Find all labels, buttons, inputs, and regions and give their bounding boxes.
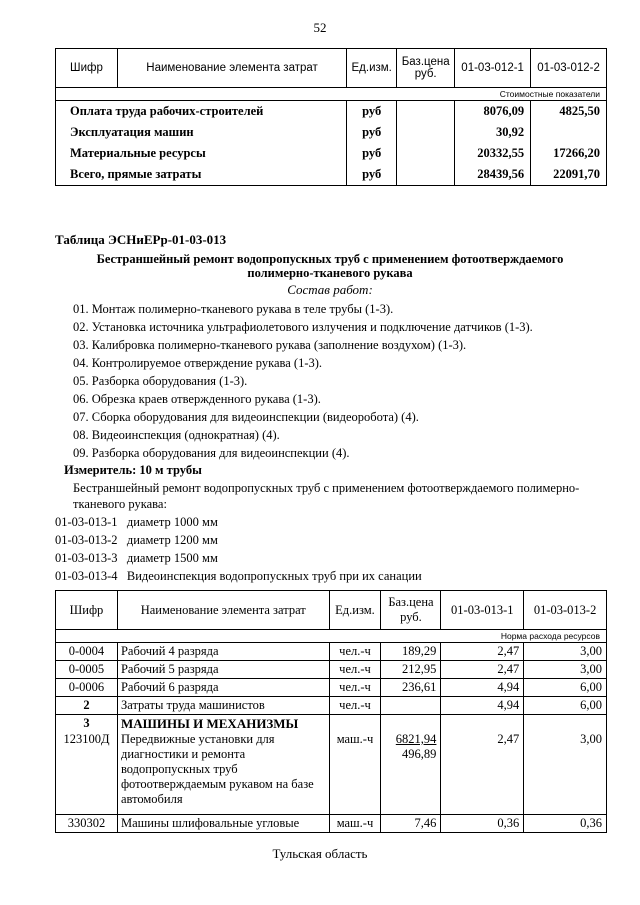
- work-item: 02. Установка источника ультрафиолетового излучения и подключение датчиков (1-3).: [73, 320, 533, 334]
- work-item: 01. Монтаж полимерно-тканевого рукава в теле трубы (1-3).: [73, 302, 394, 316]
- description-line-2: тканевого рукава:: [73, 497, 167, 511]
- header-col1: 01-03-013-1: [441, 591, 524, 630]
- work-item: 03. Калибровка полимерно-тканевого рукава (заполнение воздухом) (1-3).: [73, 338, 467, 352]
- work-item: 09. Разборка оборудования для видеоинспекции (4).: [73, 446, 350, 460]
- table-id: Таблица ЭСНиЕРр-01-03-013: [55, 232, 227, 247]
- title-line-1: Бестраншейный ремонт водопропускных труб с применением фотоотверждаемого: [96, 252, 564, 266]
- footer-region: Тульская область: [272, 846, 368, 861]
- table-row: 123100Д Передвижные установки для диагностики и ремонта водопропускных труб фотоотверждаемым рукавом на базе автомобиля маш.-ч 6821,94 496,89 2,47 3,00: [56, 732, 607, 815]
- table-row-sum: 2 Затраты труда машинистов чел.-ч 4,94 6,00: [56, 697, 607, 715]
- machine-name: Передвижные установки для диагностики и ремонта водопропускных труб фотоотверждаемым рукавом на базе автомобиля: [117, 732, 329, 815]
- page-number: 52: [313, 20, 327, 35]
- header-name: Наименование элемента затрат: [117, 591, 329, 630]
- table-section-row: 3 МАШИНЫ И МЕХАНИЗМЫ: [56, 715, 607, 733]
- table-row: Оплата труда рабочих-строителей руб 8076,09 4825,50: [56, 101, 607, 123]
- measurer: Измеритель: 10 м трубы: [64, 463, 202, 477]
- header-code: Шифр: [56, 49, 118, 88]
- header-code: Шифр: [56, 591, 118, 630]
- resource-table: [55, 590, 607, 833]
- header-col2: 01-03-013-2: [524, 591, 607, 630]
- item-row: 01-03-013-4 Видеоинспекция водопропускных труб при их санации: [55, 569, 422, 583]
- header-price: Баз.цена руб.: [397, 49, 455, 88]
- item-row: 01-03-013-1 диаметр 1000 мм: [55, 515, 218, 529]
- work-item: 06. Обрезка краев отвержденного рукава (1-3).: [73, 392, 321, 406]
- table-header-row: [56, 49, 607, 88]
- work-item: 07. Сборка оборудования для видеоинспекции (видеоробота) (4).: [73, 410, 419, 424]
- header-col1: 01-03-012-1: [455, 49, 531, 88]
- work-item: 08. Видеоинспекция (однократная) (4).: [73, 428, 280, 442]
- description-line-1: Бестраншейный ремонт водопропускных труб с применением фотоотверждаемого полимерно-: [73, 481, 580, 495]
- header-unit: Ед.изм.: [329, 591, 381, 630]
- table-header-row: [56, 591, 607, 630]
- table-row: Эксплуатация машин руб 30,92: [56, 122, 607, 143]
- table-row: 0-0005 Рабочий 5 разряда чел.-ч 212,95 2,47 3,00: [56, 661, 607, 679]
- works-heading: Состав работ:: [287, 282, 373, 297]
- header-name: Наименование элемента затрат: [117, 49, 346, 88]
- table-row: Всего, прямые затраты руб 28439,56 22091,70: [56, 164, 607, 186]
- work-item: 04. Контролируемое отверждение рукава (1-3).: [73, 356, 323, 370]
- cost-table: [55, 48, 607, 186]
- item-row: 01-03-013-2 диаметр 1200 мм: [55, 533, 218, 547]
- title-line-2: полимерно-тканевого рукава: [247, 266, 413, 280]
- subheader: Стоимостные показатели: [56, 88, 607, 101]
- work-item: 05. Разборка оборудования (1-3).: [73, 374, 248, 388]
- table-row: Материальные ресурсы руб 20332,55 17266,20: [56, 143, 607, 164]
- table-row: 330302 Машины шлифовальные угловые маш.-ч 7,46 0,36 0,36: [56, 815, 607, 833]
- header-unit: Ед.изм.: [347, 49, 397, 88]
- header-price: Баз.цена руб.: [381, 591, 441, 630]
- table-row: 0-0006 Рабочий 6 разряда чел.-ч 236,61 4,94 6,00: [56, 679, 607, 697]
- subheader: Норма расхода ресурсов: [56, 630, 607, 643]
- table-row: 0-0004 Рабочий 4 разряда чел.-ч 189,29 2,47 3,00: [56, 643, 607, 661]
- item-row: 01-03-013-3 диаметр 1500 мм: [55, 551, 218, 565]
- header-col2: 01-03-012-2: [531, 49, 607, 88]
